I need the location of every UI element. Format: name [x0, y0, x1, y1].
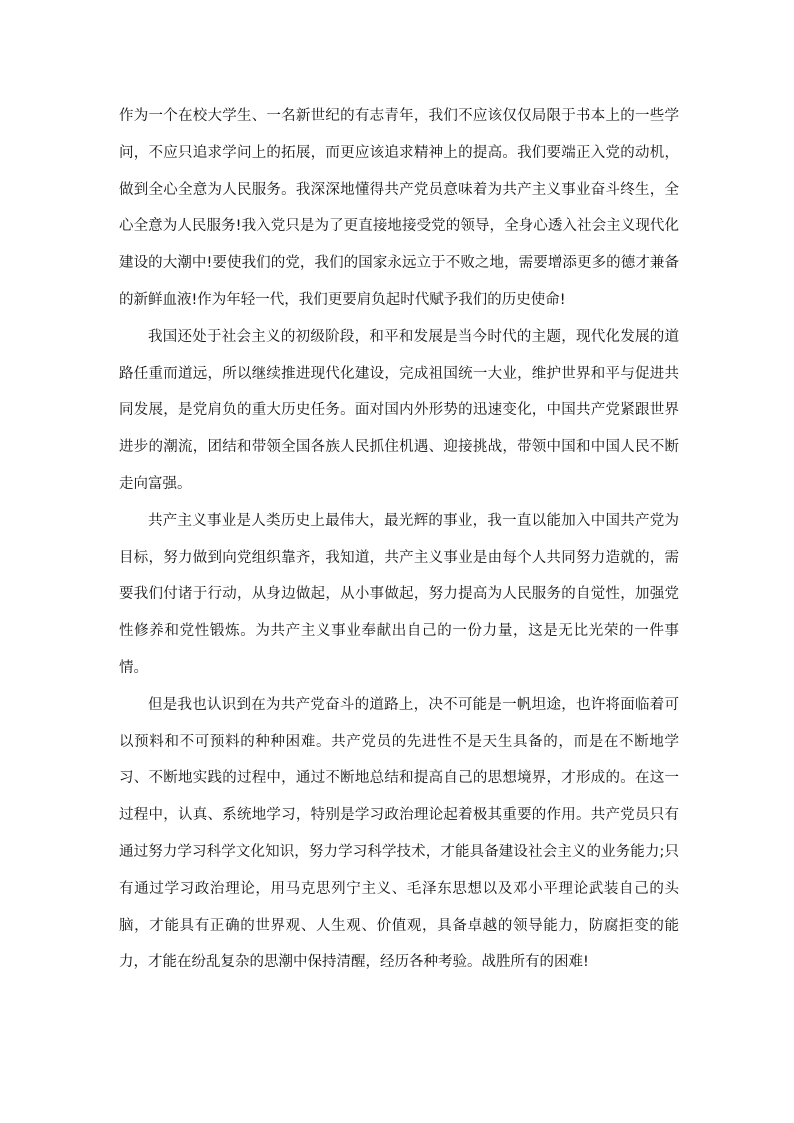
document-body — [119, 98, 679, 981]
paragraph-4: 但是我也认识到在为共产党奋斗的道路上，决不可能是一帆坦途，也许将面临着可以预料和不可预料的种种困难。共产党员的先进性不是天生具备的，而是在不断地学习、不断地实践的过程中，通过不断地总结和提高自己的思想境界，才形成的。在这一过程中，认真、系统地学习，特别是学习政治理论起着极其重要的作用。共产党员只有通过努力学习科学文化知识，努力学习科学技术，才能具备建设社会主义的业务能力;只有通过学习政治理论，用马克思列宁主义、毛泽东思想以及邓小平理论武装自己的头脑，才能具有正确的世界观、人生观、价值观，具备卓越的领导能力，防腐拒变的能力，才能在纷乱复杂的思潮中保持清醒，经历各种考验。战胜所有的困难! — [119, 696, 679, 971]
paragraph-3: 共产主义事业是人类历史上最伟大，最光辉的事业，我一直以能加入中国共产党为目标，努力做到向党组织靠齐，我知道，共产主义事业是由每个人共同努力造就的，需要我们付诸于行动，从身边做起，从小事做起，努力提高为人民服务的自觉性，加强党性修养和党性锻炼。为共产主义事业奉献出自己的一份力量，这是无比光荣的一件事情。 — [119, 512, 679, 676]
paragraph-1: 作为一个在校大学生、一名新世纪的有志青年，我们不应该仅仅局限于书本上的一些学问，不应只追求学问上的拓展，而更应该追求精神上的提高。我们要端正入党的动机，做到全心全意为人民服务。我深深地懂得共产党员意味着为共产主义事业奋斗终生，全心全意为人民服务!我入党只是为了更直接地接受党的领导，全身心透入社会主义现代化建设的大潮中!要使我们的党，我们的国家永远立于不败之地，需要增添更多的德才兼备的新鲜血液!作为年轻一代，我们更要肩负起时代赋予我们的历史使命! — [119, 108, 679, 308]
paragraph-2: 我国还处于社会主义的初级阶段，和平和发展是当今时代的主题，现代化发展的道路任重而道远，所以继续推进现代化建设，完成祖国统一大业，维护世界和平与促进共同发展，是党肩负的重大历史任务。面对国内外形势的迅速变化，中国共产党紧跟世界进步的潮流，团结和带领全国各族人民抓住机遇、迎接挑战，带领中国和中国人民不断走向富强。 — [119, 328, 679, 492]
